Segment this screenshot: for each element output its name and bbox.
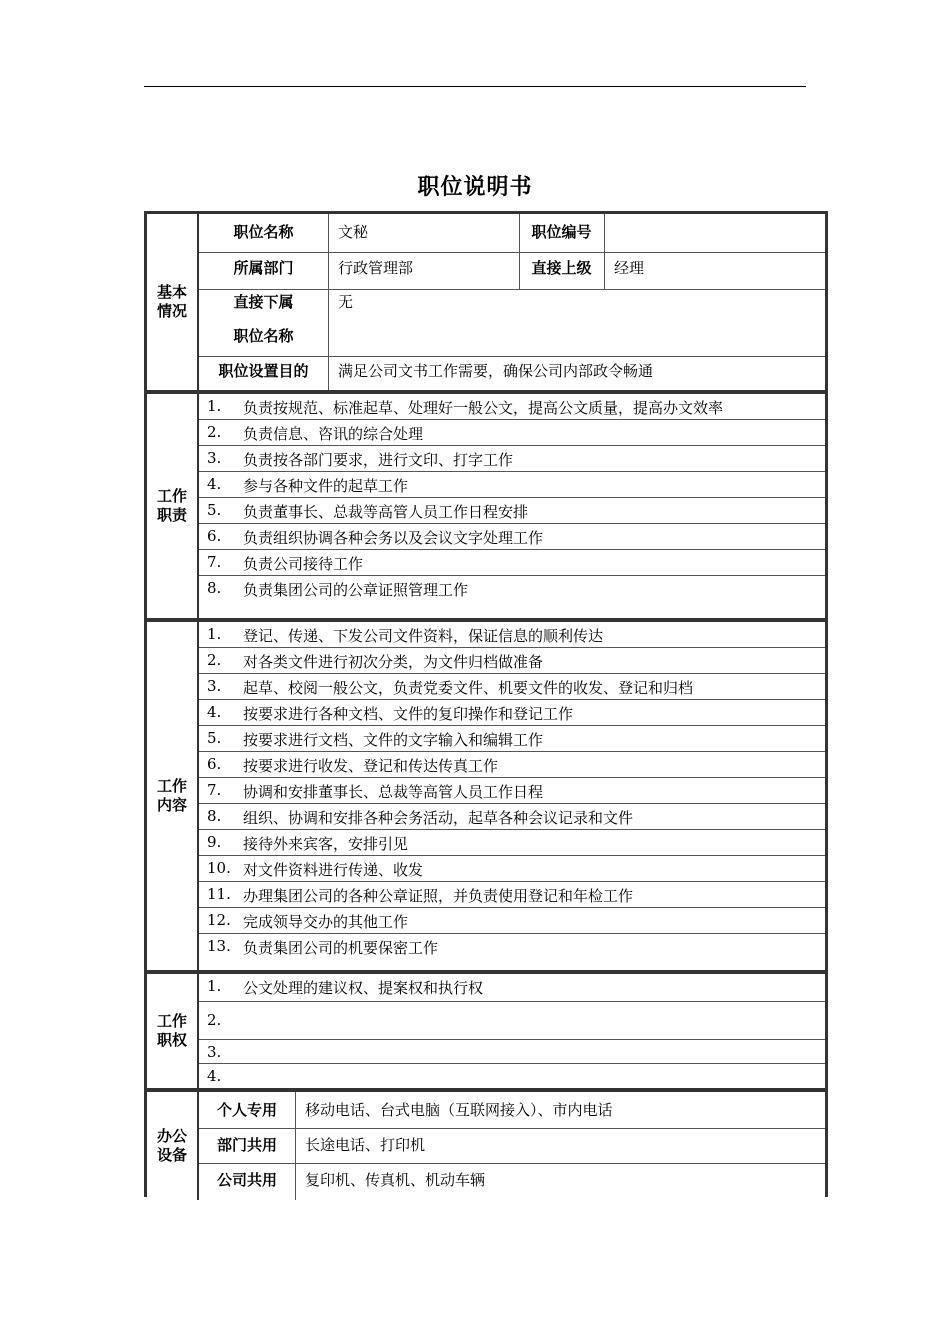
- item-number: 2.: [207, 651, 222, 669]
- supervisor-value: 经理: [614, 259, 645, 277]
- item-number: 7.: [207, 553, 222, 571]
- list-item: [199, 856, 825, 882]
- list-item: [199, 648, 825, 674]
- item-text: 参与各种文件的起草工作: [243, 477, 409, 495]
- item-number: 3.: [207, 449, 222, 467]
- item-number: 12.: [207, 911, 231, 929]
- equipment-label: 办公设备: [147, 1092, 199, 1200]
- item-text: 负责集团公司的公章证照管理工作: [243, 581, 469, 599]
- list-item: [199, 394, 825, 420]
- item-number: 11.: [207, 885, 231, 903]
- department-value: 行政管理部: [338, 259, 414, 277]
- list-item: [199, 622, 825, 648]
- equipment-row-value: 长途电话、打印机: [305, 1136, 426, 1154]
- list-item: [199, 1002, 825, 1040]
- item-text: 起草、校阅一般公文，负责党委文件、机要文件的收发、登记和归档: [243, 679, 694, 697]
- list-item: [199, 882, 825, 908]
- authority-section: [147, 974, 825, 1088]
- item-number: 3.: [207, 677, 222, 695]
- supervisor-label: 直接上级: [531, 259, 592, 277]
- subordinate-label-line2: 职位名称: [233, 327, 294, 345]
- basic-info-section: [147, 214, 825, 390]
- list-item: [199, 674, 825, 700]
- item-text: 负责组织协调各种会务以及会议文字处理工作: [243, 529, 544, 547]
- item-number: 6.: [207, 527, 222, 545]
- work-content-section: [147, 622, 825, 970]
- item-number: 2.: [207, 423, 222, 441]
- item-number: 4.: [207, 1067, 222, 1085]
- item-text: 负责集团公司的机要保密工作: [243, 939, 439, 957]
- equipment-row-label: 部门共用: [216, 1136, 277, 1154]
- list-item: [199, 804, 825, 830]
- list-item: [199, 778, 825, 804]
- position-name-label: 职位名称: [233, 223, 294, 241]
- subordinate-label-line1: 直接下属: [233, 293, 294, 311]
- equipment-section: [147, 1092, 825, 1200]
- purpose-value: 满足公司文书工作需要，确保公司内部政令畅通: [338, 362, 654, 380]
- equipment-row-value: 移动电话、台式电脑（互联网接入）、市内电话: [305, 1101, 613, 1119]
- job-description-table: [144, 211, 828, 1197]
- item-number: 6.: [207, 755, 222, 773]
- subordinate-value: 无: [338, 293, 354, 311]
- work-content-label: 工作内容: [147, 622, 199, 970]
- list-item: [199, 752, 825, 778]
- list-item: [199, 700, 825, 726]
- equipment-row-label: 公司共用: [216, 1171, 277, 1189]
- item-number: 2.: [207, 1011, 222, 1029]
- basic-info-label: 基本情况: [147, 214, 199, 390]
- item-number: 7.: [207, 781, 222, 799]
- list-item: [199, 908, 825, 934]
- duties-section: [147, 394, 825, 618]
- department-label: 所属部门: [233, 259, 294, 277]
- list-item: [199, 974, 825, 1002]
- item-text: 负责公司接待工作: [243, 555, 364, 573]
- item-text: 组织、协调和安排各种会务活动，起草各种会议记录和文件: [243, 809, 634, 827]
- list-item: [199, 1040, 825, 1064]
- list-item: [199, 1064, 825, 1088]
- list-item: [199, 576, 825, 618]
- position-name-value: 文秘: [338, 223, 369, 241]
- item-number: 9.: [207, 833, 222, 851]
- document-title: 职位说明书: [417, 175, 533, 200]
- list-item: [199, 830, 825, 856]
- item-text: 按要求进行文档、文件的文字输入和编辑工作: [243, 731, 544, 749]
- item-number: 4.: [207, 475, 222, 493]
- item-text: 负责董事长、总裁等高管人员工作日程安排: [243, 503, 529, 521]
- item-number: 5.: [207, 501, 222, 519]
- item-number: 3.: [207, 1043, 222, 1061]
- list-item: [199, 524, 825, 550]
- duties-label: 工作职责: [147, 394, 199, 618]
- item-text: 登记、传递、下发公司文件资料，保证信息的顺利传达: [243, 627, 604, 645]
- list-item: [199, 472, 825, 498]
- item-text: 协调和安排董事长、总裁等高管人员工作日程: [243, 783, 544, 801]
- list-item: [199, 934, 825, 970]
- item-text: 接待外来宾客，安排引见: [243, 835, 409, 853]
- item-text: 负责信息、咨讯的综合处理: [243, 425, 424, 443]
- item-text: 负责按规范、标准起草、处理好一般公文，提高公文质量，提高办文效率: [243, 399, 724, 417]
- item-text: 按要求进行收发、登记和传达传真工作: [243, 757, 499, 775]
- item-number: 1.: [207, 397, 222, 415]
- item-number: 1.: [207, 977, 222, 995]
- list-item: [199, 498, 825, 524]
- list-item: [199, 420, 825, 446]
- item-number: 4.: [207, 703, 222, 721]
- item-text: 负责按各部门要求，进行文印、打字工作: [243, 451, 514, 469]
- position-code-label: 职位编号: [531, 223, 592, 241]
- list-item: [199, 550, 825, 576]
- item-number: 8.: [207, 807, 222, 825]
- purpose-label: 职位设置目的: [218, 362, 309, 380]
- list-item: [199, 446, 825, 472]
- item-number: 13.: [207, 937, 231, 955]
- item-number: 8.: [207, 579, 222, 597]
- list-item: [199, 726, 825, 752]
- equipment-row-label: 个人专用: [216, 1101, 277, 1119]
- item-text: 完成领导交办的其他工作: [243, 913, 409, 931]
- item-text: 对各类文件进行初次分类，为文件归档做准备: [243, 653, 544, 671]
- equipment-row-value: 复印机、传真机、机动车辆: [305, 1171, 486, 1189]
- item-number: 10.: [207, 859, 231, 877]
- item-text: 对文件资料进行传递、收发: [243, 861, 424, 879]
- item-text: 公文处理的建议权、提案权和执行权: [243, 979, 484, 997]
- item-text: 办理集团公司的各种公章证照，并负责使用登记和年检工作: [243, 887, 634, 905]
- header-rule: [144, 86, 806, 87]
- item-text: 按要求进行各种文档、文件的复印操作和登记工作: [243, 705, 574, 723]
- item-number: 1.: [207, 625, 222, 643]
- authority-label: 工作职权: [147, 974, 199, 1088]
- item-number: 5.: [207, 729, 222, 747]
